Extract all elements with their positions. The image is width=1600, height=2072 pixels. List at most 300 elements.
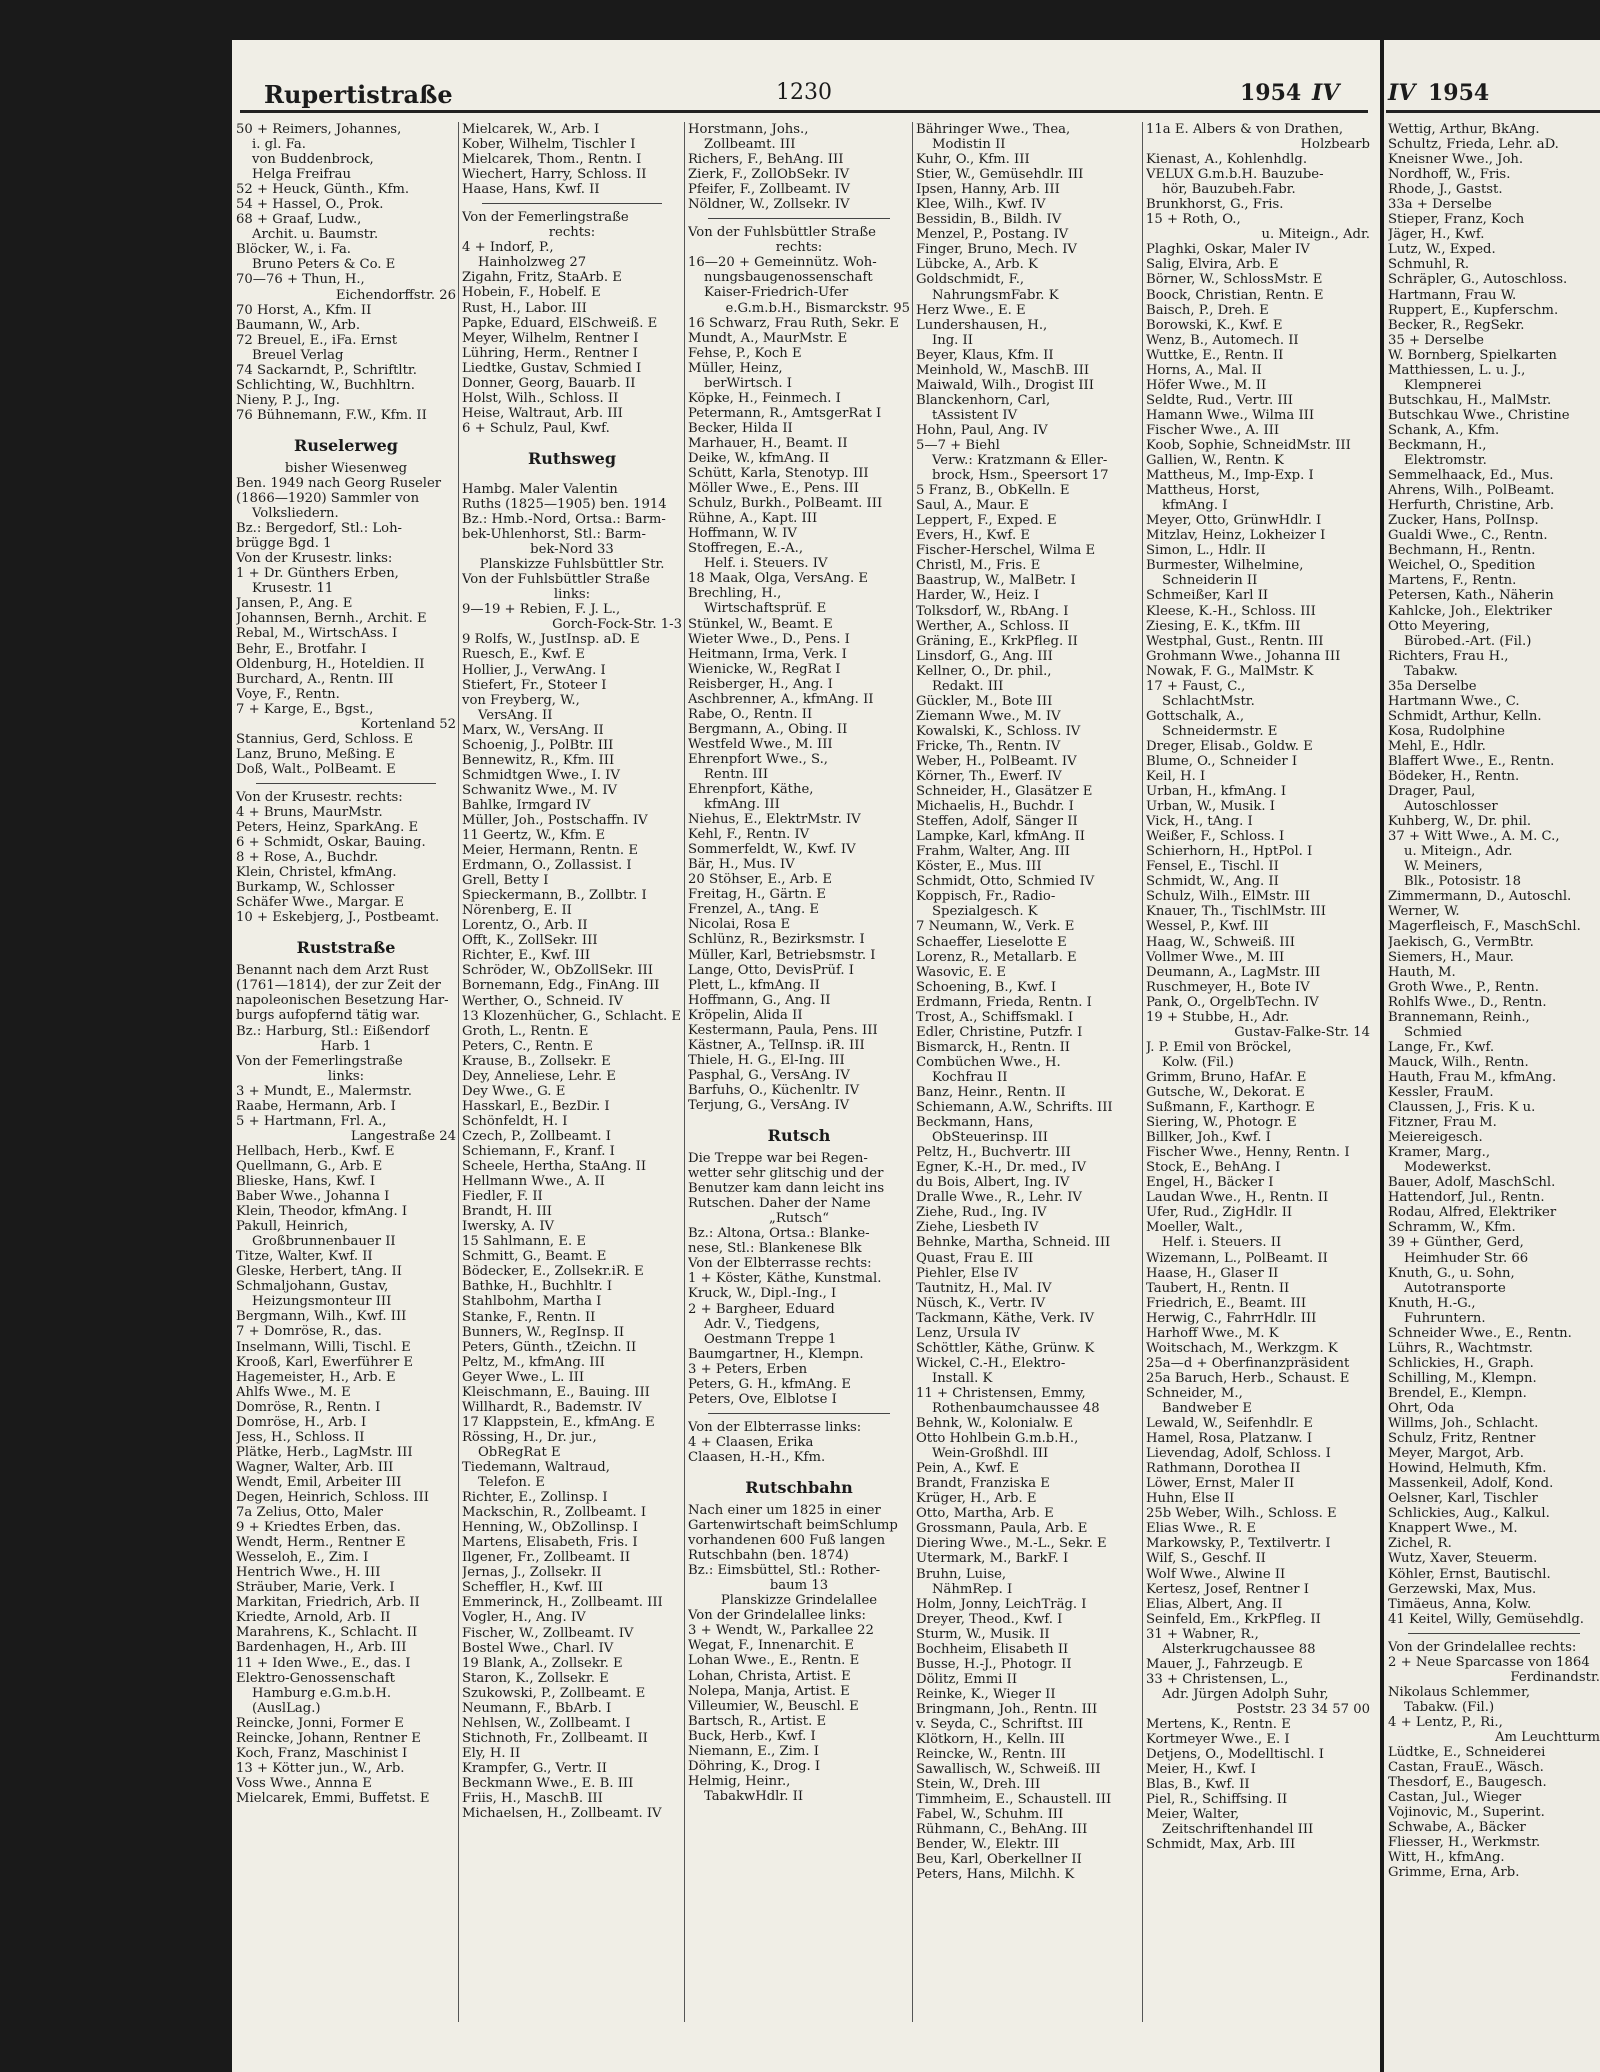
directory-entry: Scheffler, H., Kwf. III bbox=[462, 1580, 603, 1596]
entry-continuation: ObRegRat E bbox=[478, 1444, 561, 1460]
directory-entry: Schneider, M., bbox=[1146, 1385, 1243, 1401]
directory-entry: Ehrenpfort, Käthe, bbox=[688, 782, 814, 798]
directory-entry: Schlünz, R., Bezirksmstr. I bbox=[688, 932, 865, 948]
directory-entry: Kortmeyer Wwe., E. I bbox=[1146, 1732, 1290, 1748]
entry-continuation: Wein-Großhdl. III bbox=[932, 1446, 1049, 1462]
directory-entry: Schramm, W., Kfm. bbox=[1388, 1220, 1516, 1236]
directory-entry: Weber, H., PolBeamt. IV bbox=[916, 753, 1077, 769]
directory-entry: Rutschbahn (ben. 1874) bbox=[688, 1548, 849, 1564]
directory-entry: Von der Femerlingstraße bbox=[462, 210, 629, 226]
directory-entry: Ben. 1949 nach Georg Ruseler bbox=[236, 475, 442, 491]
directory-entry: 25a Baruch, Herb., Schaust. E bbox=[1146, 1370, 1350, 1386]
directory-entry: Reincke, Jonni, Former E bbox=[236, 1715, 404, 1731]
directory-entry: Peters, Hans, Milchh. K bbox=[916, 1867, 1075, 1883]
directory-entry: 11 Geertz, W., Kfm. E bbox=[462, 828, 606, 844]
directory-entry: Klein, Christel, kfmAng. bbox=[236, 865, 397, 881]
directory-entry: Kober, Wilhelm, Tischler I bbox=[462, 137, 636, 153]
directory-entry: Ziehe, Liesbeth IV bbox=[916, 1220, 1039, 1236]
directory-entry: Stoffregen, E.-A., bbox=[688, 541, 804, 557]
directory-entry: Blieske, Hans, Kwf. I bbox=[236, 1174, 376, 1189]
directory-entry: 76 Bühnemann, F.W., Kfm. II bbox=[236, 407, 427, 423]
directory-entry: Barfuhs, O., Küchenltr. IV bbox=[688, 1082, 860, 1098]
directory-entry: Lohan, Christa, Artist. E bbox=[688, 1668, 851, 1684]
directory-entry: Peters, Ove, Elblotse I bbox=[688, 1391, 837, 1407]
directory-entry: Menzel, P., Postang. IV bbox=[916, 227, 1069, 243]
directory-entry: Tackmann, Käthe, Verk. IV bbox=[916, 1310, 1094, 1326]
directory-entry: Börner, W., SchlossMstr. E bbox=[1146, 272, 1323, 288]
directory-entry: Koppisch, Fr., Radio- bbox=[916, 889, 1056, 905]
entry-continuation: Adr. Jürgen Adolph Suhr, bbox=[1162, 1686, 1329, 1702]
directory-entry: wetter sehr glitschig und der bbox=[688, 1166, 884, 1182]
directory-entry: Stier, W., Gemüsehdlr. III bbox=[916, 167, 1084, 183]
column-divider bbox=[458, 122, 459, 2022]
directory-entry: Richter, E., Kwf. III bbox=[462, 948, 591, 964]
directory-entry: Bär, H., Mus. IV bbox=[688, 857, 795, 873]
entry-continuation: Helf. i. Steuers. IV bbox=[704, 556, 828, 572]
directory-entry: Michaelsen, H., Zollbeamt. IV bbox=[462, 1806, 662, 1822]
directory-entry: 50 + Reimers, Johannes, bbox=[236, 122, 402, 137]
directory-entry: Leppert, F., Exped. E bbox=[916, 513, 1057, 529]
directory-entry: 37 + Witt Wwe., A. M. C., bbox=[1388, 829, 1560, 845]
directory-entry: Spieckermann, B., Zollbtr. I bbox=[462, 888, 647, 904]
directory-entry: Tolksdorf, W., RbAng. I bbox=[916, 603, 1069, 619]
directory-entry: Oelsner, Karl, Tischler bbox=[1388, 1491, 1538, 1507]
directory-entry: 9—19 + Rebien, F. J. L., bbox=[462, 602, 621, 618]
directory-entry: Diering Wwe., M.-L., Sekr. E bbox=[916, 1536, 1107, 1552]
directory-entry: 9 Rolfs, W., JustInsp. aD. E bbox=[462, 632, 640, 648]
directory-entry: Helmig, Heinr., bbox=[688, 1773, 791, 1789]
next-year-label: 1954 bbox=[1428, 80, 1490, 106]
directory-entry: Marhauer, H., Beamt. II bbox=[688, 435, 848, 451]
entry-note: bek-Nord 33 bbox=[530, 542, 614, 558]
directory-entry: Lorentz, O., Arb. II bbox=[462, 918, 588, 934]
directory-entry: Schwabe, A., Bäcker bbox=[1388, 1820, 1526, 1836]
directory-entry: Von der Elbterrasse rechts: bbox=[688, 1256, 872, 1272]
directory-entry: Witt, H., kfmAng. bbox=[1388, 1850, 1505, 1866]
directory-entry: 15 Sahlmann, E. E bbox=[462, 1234, 586, 1250]
directory-entry: Blöcker, W., i. Fa. bbox=[236, 242, 351, 258]
directory-entry: Laudan Wwe., H., Rentn. II bbox=[1146, 1190, 1329, 1206]
directory-entry: Rodau, Alfred, Elektriker bbox=[1388, 1205, 1557, 1221]
entry-continuation: Helf. i. Steuers. II bbox=[1162, 1235, 1282, 1251]
directory-entry: Lenz, Ursula IV bbox=[916, 1325, 1021, 1341]
entry-continuation: Kochfrau II bbox=[932, 1069, 1008, 1085]
directory-entry: Degen, Heinrich, Schloss. III bbox=[236, 1489, 429, 1505]
directory-entry: Klötkorn, H., Kelln. III bbox=[916, 1732, 1065, 1748]
entry-note: bisher Wiesenweg bbox=[284, 460, 408, 476]
directory-entry: 17 + Faust, C., bbox=[1146, 678, 1246, 694]
directory-entry: Bähringer Wwe., Thea, bbox=[916, 122, 1071, 137]
directory-entry: Schmidt, Max, Arb. III bbox=[1146, 1837, 1296, 1853]
directory-entry: Kertesz, Josef, Rentner I bbox=[1146, 1581, 1309, 1597]
entry-continuation: Helga Freifrau bbox=[252, 167, 352, 183]
directory-entry: Ruths (1825—1905) ben. 1914 bbox=[462, 496, 667, 512]
directory-entry: Nieny, P. J., Ing. bbox=[236, 392, 340, 408]
directory-entry: Fensel, E., Tischl. II bbox=[1146, 859, 1279, 875]
directory-entry: Bergmann, Wilh., Kwf. III bbox=[236, 1309, 407, 1325]
directory-entry: Vojinovic, M., Superint. bbox=[1388, 1805, 1545, 1821]
directory-entry: 35a Derselbe bbox=[1388, 678, 1477, 694]
directory-entry: Siering, W., Photogr. E bbox=[1146, 1115, 1297, 1131]
entry-continuation: Bürobed.-Art. (Fil.) bbox=[1404, 633, 1532, 649]
directory-entry: (1761—1814), der zur Zeit der bbox=[236, 978, 441, 994]
directory-entry: Wasovic, E. E bbox=[916, 964, 1007, 980]
directory-entry: Von der Elbterrasse links: bbox=[688, 1419, 862, 1435]
entry-note: rechts: bbox=[775, 240, 823, 256]
directory-entry: vorhandenen 600 Fuß langen bbox=[688, 1533, 886, 1549]
entry-continuation: Heimhuder Str. 66 bbox=[1404, 1250, 1529, 1266]
directory-entry: Nehlsen, W., Zollbeamt. I bbox=[462, 1715, 631, 1731]
directory-entry: Richter, E., Zollinsp. I bbox=[462, 1490, 608, 1506]
directory-entry: Marahrens, K., Schlacht. II bbox=[236, 1625, 418, 1641]
directory-entry: Lüdtke, E., Schneiderei bbox=[1388, 1745, 1546, 1761]
directory-entry: Rebal, M., WirtschAss. I bbox=[236, 626, 398, 642]
street-heading: Ruthsweg bbox=[527, 448, 617, 468]
directory-entry: Busse, H.-J., Photogr. II bbox=[916, 1656, 1072, 1672]
directory-entry: Otto, Martha, Arb. E bbox=[916, 1506, 1054, 1522]
directory-entry: Beckmann, H., bbox=[1388, 437, 1487, 453]
directory-entry: Von der Grindelallee links: bbox=[688, 1608, 866, 1624]
directory-entry: Reincke, Johann, Rentner E bbox=[236, 1730, 421, 1746]
directory-entry: Koob, Sophie, SchneidMstr. III bbox=[1146, 437, 1351, 453]
directory-entry: Baisch, P., Dreh. E bbox=[1146, 302, 1269, 318]
directory-entry: Tiedemann, Waltraud, bbox=[462, 1459, 610, 1475]
directory-entry: Kahlcke, Joh., Elektriker bbox=[1388, 603, 1552, 619]
directory-entry: 35 + Derselbe bbox=[1388, 332, 1484, 348]
directory-entry: Lohan Wwe., E., Rentn. E bbox=[688, 1653, 860, 1669]
directory-entry: Wenz, B., Automech. II bbox=[1146, 332, 1299, 348]
directory-entry: Schäfer Wwe., Margar. E bbox=[236, 895, 405, 911]
directory-entry: Detjens, O., Modelltischl. I bbox=[1146, 1747, 1324, 1763]
directory-entry: Kuhr, O., Kfm. III bbox=[916, 152, 1030, 168]
directory-entry: Schmuhl, R. bbox=[1388, 257, 1470, 273]
directory-entry: 10 + Eskebjerg, J., Postbeamt. bbox=[236, 910, 440, 926]
directory-entry: 11 + Iden Wwe., E., das. I bbox=[236, 1655, 411, 1671]
entry-continuation: Bruno Peters & Co. E bbox=[252, 257, 396, 273]
directory-entry: Gräning, E., KrkPfleg. II bbox=[916, 633, 1078, 649]
entry-continuation: Volksliedern. bbox=[252, 506, 339, 522]
directory-entry: Schlichting, W., Buchhltrn. bbox=[236, 377, 415, 393]
directory-entry: Frahm, Walter, Ang. III bbox=[916, 844, 1070, 860]
directory-entry: Mehl, E., Hdlr. bbox=[1388, 738, 1486, 754]
directory-entry: Wickel, C.-H., Elektro- bbox=[916, 1355, 1066, 1371]
directory-entry: Blume, O., Schneider I bbox=[1146, 753, 1298, 769]
directory-entry: Bardenhagen, H., Arb. III bbox=[236, 1640, 407, 1656]
directory-entry: 3 + Peters, Erben bbox=[688, 1361, 808, 1377]
directory-entry: Westphal, Gust., Rentn. III bbox=[1146, 633, 1324, 649]
entry-continuation: Autotransporte bbox=[1404, 1280, 1506, 1296]
directory-entry: Wagner, Walter, Arb. III bbox=[236, 1459, 394, 1475]
directory-entry: Titze, Walter, Kwf. II bbox=[236, 1249, 373, 1265]
directory-entry: Sommerfeldt, W., Kwf. IV bbox=[688, 842, 856, 858]
directory-entry: brügge Bgd. 1 bbox=[236, 536, 332, 552]
entry-note: Planskizze Grindelallee bbox=[720, 1593, 878, 1609]
entry-continuation: Tabakw. bbox=[1404, 663, 1458, 679]
directory-entry: Von der Femerlingstraße bbox=[236, 1053, 403, 1069]
directory-entry: Weichel, O., Spedition bbox=[1388, 558, 1536, 574]
entry-continuation: Autoschlosser bbox=[1404, 799, 1498, 815]
directory-entry: Bunners, W., RegInsp. II bbox=[462, 1324, 625, 1340]
directory-entry: Blanckenhorn, Carl, bbox=[916, 392, 1051, 408]
directory-entry: Döhring, K., Drog. I bbox=[688, 1758, 821, 1774]
street-header: Rupertistraße bbox=[264, 80, 453, 109]
directory-entry: Dey, Anneliese, Lehr. E bbox=[462, 1068, 616, 1084]
directory-entry: Rathmann, Dorothea II bbox=[1146, 1461, 1301, 1477]
directory-entry: Lundershausen, H., bbox=[916, 317, 1048, 333]
directory-entry: Höfer Wwe., M. II bbox=[1146, 377, 1267, 393]
entry-continuation: Rentn. III bbox=[704, 766, 769, 782]
directory-entry: Drager, Paul, bbox=[1388, 784, 1476, 800]
directory-entry: 7 Neumann, W., Verk. E bbox=[916, 919, 1075, 935]
directory-entry: Gutsche, W., Dekorat. E bbox=[1146, 1085, 1305, 1100]
directory-entry: Timmheim, E., Schaustell. III bbox=[916, 1792, 1112, 1808]
entry-continuation: Breuel Verlag bbox=[252, 347, 344, 363]
entry-continuation: i. gl. Fa. bbox=[252, 137, 306, 153]
entry-continuation: Ing. II bbox=[932, 332, 973, 348]
directory-entry: Seinfeld, Em., KrkPfleg. II bbox=[1146, 1611, 1321, 1627]
directory-entry: Hauth, M. bbox=[1388, 964, 1456, 980]
entry-continuation: Klempnerei bbox=[1404, 377, 1482, 393]
entry-continuation: Blk., Potosistr. 18 bbox=[1404, 874, 1522, 890]
directory-entry: Gualdi Wwe., C., Rentn. bbox=[1388, 528, 1548, 544]
directory-entry: Petermann, R., AmtsgerRat I bbox=[688, 405, 882, 421]
entry-continuation: NahrungsmFabr. K bbox=[932, 287, 1059, 303]
directory-entry: Harder, W., Heiz. I bbox=[916, 588, 1040, 604]
directory-entry: 6 + Schmidt, Oskar, Bauing. bbox=[236, 835, 426, 851]
directory-entry: Deumann, A., LagMstr. III bbox=[1146, 964, 1321, 980]
directory-entry: Harhoff Wwe., M. K bbox=[1146, 1325, 1279, 1341]
directory-entry: Ahrens, Wilh., PolBeamt. bbox=[1388, 483, 1555, 499]
directory-entry: Peters, Günth., tZeichn. II bbox=[462, 1339, 637, 1355]
directory-entry: Rabe, O., Rentn. II bbox=[688, 706, 813, 722]
directory-entry: Beckmann Wwe., E. B. III bbox=[462, 1775, 634, 1791]
directory-entry: Thiele, H. G., El-Ing. III bbox=[688, 1052, 845, 1068]
directory-entry: Rohlfs Wwe., D., Rentn. bbox=[1388, 994, 1547, 1010]
directory-entry: Brunkhorst, G., Fris. bbox=[1146, 197, 1284, 213]
directory-entry: Wutz, Xaver, Steuerm. bbox=[1388, 1551, 1538, 1567]
directory-entry: Mauer, J., Fahrzeugb. E bbox=[1146, 1656, 1303, 1672]
directory-entry: Schneider, H., Glasätzer E bbox=[916, 784, 1093, 800]
directory-entry: Brandt, Franziska E bbox=[916, 1476, 1050, 1492]
directory-entry: Elias, Albert, Ang. II bbox=[1146, 1596, 1283, 1612]
directory-entry: Burmester, Wilhelmine, bbox=[1146, 558, 1304, 574]
directory-entry: Kleese, K.-H., Schloss. III bbox=[1146, 603, 1316, 619]
directory-entry: Meier, Hermann, Rentn. E bbox=[462, 843, 638, 859]
entry-continuation: Hainholzweg 27 bbox=[478, 255, 587, 271]
directory-entry: Rutschen. Daher der Name bbox=[688, 1196, 871, 1212]
directory-entry: burgs aufopfernd tätig war. bbox=[236, 1008, 420, 1024]
directory-entry: 9 + Kriedtes Erben, das. bbox=[236, 1520, 401, 1536]
directory-entry: Piel, R., Schiffsing. II bbox=[1146, 1792, 1288, 1808]
directory-entry: Dreyer, Theod., Kwf. I bbox=[916, 1611, 1063, 1627]
directory-entry: Pasphal, G., VersAng. IV bbox=[688, 1067, 850, 1083]
directory-entry: Erdmann, O., Zollassist. I bbox=[462, 858, 632, 874]
directory-entry: Schmidt, W., Ang. II bbox=[1146, 874, 1279, 890]
directory-entry: Jansen, P., Ang. E bbox=[236, 596, 353, 612]
directory-entry: Schoening, B., Kwf. I bbox=[916, 979, 1057, 995]
directory-entry: 4 + Claasen, Erika bbox=[688, 1434, 814, 1450]
directory-entry: Körner, Th., Ewerf. IV bbox=[916, 769, 1062, 785]
spacer bbox=[462, 436, 682, 444]
directory-entry: Friedrich, E., Beamt. III bbox=[1146, 1295, 1307, 1311]
directory-entry: J. P. Emil von Bröckel, bbox=[1146, 1039, 1292, 1055]
directory-entry: Wessel, P., Kwf. III bbox=[1146, 919, 1269, 935]
directory-entry: Baumann, W., Arb. bbox=[236, 317, 361, 333]
directory-entry: Egner, K.-H., Dr. med., IV bbox=[916, 1160, 1087, 1176]
directory-entry: Knappert Wwe., M. bbox=[1388, 1521, 1518, 1537]
directory-entry: Pfeifer, F., Zollbeamt. IV bbox=[688, 182, 850, 198]
directory-entry: Liedtke, Gustav, Schmied I bbox=[462, 360, 642, 376]
directory-entry: Hollier, J., VerwAng. I bbox=[462, 662, 606, 678]
directory-entry: Frenzel, A., tAng. E bbox=[688, 902, 819, 918]
directory-entry: Brannemann, Reinh., bbox=[1388, 1009, 1530, 1025]
directory-entry: Stieper, Franz, Koch bbox=[1388, 212, 1525, 228]
directory-entry: Plett, L., kfmAng. II bbox=[688, 977, 820, 993]
directory-entry: Kramer, Marg., bbox=[1388, 1145, 1491, 1161]
spacer bbox=[236, 423, 456, 431]
directory-entry: 39 + Günther, Gerd, bbox=[1388, 1235, 1524, 1251]
directory-entry: napoleonischen Besetzung Har- bbox=[236, 993, 449, 1009]
directory-entry: 16—20 + Gemeinnütz. Woh- bbox=[688, 255, 877, 271]
directory-entry: Grossmann, Paula, Arb. E bbox=[916, 1521, 1088, 1537]
directory-entry: Staron, K., Zollsekr. E bbox=[462, 1670, 609, 1686]
directory-entry: Claasen, H.-H., Kfm. bbox=[688, 1449, 826, 1465]
directory-entry: Bödecker, E., Zollsekr.iR. E bbox=[462, 1264, 644, 1280]
directory-entry: Friis, H., MaschB. III bbox=[462, 1791, 603, 1807]
directory-entry: Ziehe, Rud., Ing. IV bbox=[916, 1205, 1047, 1221]
directory-entry: Matthiessen, L. u. J., bbox=[1388, 362, 1526, 378]
directory-entry: VELUX G.m.b.H. Bauzube- bbox=[1146, 167, 1324, 183]
directory-entry: Bz.: Eimsbüttel, Stl.: Rother- bbox=[688, 1563, 881, 1579]
directory-entry: Mertens, K., Rentn. E bbox=[1146, 1716, 1291, 1732]
entry-note: links: bbox=[553, 587, 591, 603]
directory-entry: Grohmann Wwe., Johanna III bbox=[1146, 648, 1341, 664]
directory-entry: Burkamp, W., Schlosser bbox=[236, 880, 395, 896]
directory-entry: Hellmann Wwe., A. II bbox=[462, 1174, 605, 1190]
directory-entry: Geyer Wwe., L. III bbox=[462, 1369, 585, 1385]
directory-entry: Holm, Jonny, LeichTräg. I bbox=[916, 1596, 1087, 1612]
directory-entry: Beu, Karl, Oberkellner II bbox=[916, 1852, 1082, 1868]
directory-entry: Wieter Wwe., D., Pens. I bbox=[688, 631, 850, 647]
entry-continuation: Holzbearb bbox=[1300, 137, 1370, 153]
directory-entry: Freitag, H., Gärtn. E bbox=[688, 887, 827, 903]
divider bbox=[708, 1413, 890, 1414]
directory-entry: Werther, O., Schneid. IV bbox=[462, 993, 624, 1009]
directory-entry: Schräpler, G., Autoschloss. bbox=[1388, 272, 1568, 288]
directory-entry: Schlickies, H., Graph. bbox=[1388, 1355, 1534, 1371]
directory-entry: Zigahn, Fritz, StaArb. E bbox=[462, 270, 622, 286]
directory-entry: Haase, Hans, Kwf. II bbox=[462, 182, 600, 198]
directory-entry: Plaghki, Oskar, Maler IV bbox=[1146, 242, 1310, 258]
entry-continuation: tAssistent IV bbox=[932, 407, 1018, 423]
directory-entry: Bochheim, Elisabeth II bbox=[916, 1641, 1069, 1657]
directory-entry: Plätke, Herb., LagMstr. III bbox=[236, 1444, 413, 1460]
directory-entry: 25a—d + Oberfinanzpräsident bbox=[1146, 1355, 1350, 1371]
entry-continuation: Spezialgesch. K bbox=[932, 904, 1038, 920]
directory-entry: Stock, E., BehAng. I bbox=[1146, 1160, 1281, 1176]
directory-entry: Lorenz, R., Metallarb. E bbox=[916, 949, 1077, 965]
directory-entry: Voye, F., Rentn. bbox=[236, 686, 340, 702]
directory-entry: Ruschmeyer, H., Bote IV bbox=[1146, 979, 1310, 995]
directory-entry: Schmidt, Otto, Schmied IV bbox=[916, 874, 1095, 890]
directory-entry: Nikolaus Schlemmer, bbox=[1388, 1684, 1531, 1700]
directory-entry: Quellmann, G., Arb. E bbox=[236, 1158, 383, 1174]
directory-entry: Hartmann, Frau W. bbox=[1388, 287, 1517, 303]
entry-continuation: Ferdinandstr. bbox=[1510, 1669, 1600, 1685]
directory-entry: Hobein, F., Hobelf. E bbox=[462, 285, 601, 301]
directory-entry: Schultz, Frieda, Lehr. aD. bbox=[1388, 137, 1559, 153]
directory-entry: Bornemann, Edg., FinAng. III bbox=[462, 978, 660, 994]
directory-entry: Edler, Christine, Putzfr. I bbox=[916, 1024, 1083, 1040]
column-6 bbox=[1388, 122, 1600, 1880]
directory-entry: Lange, Fr., Kwf. bbox=[1388, 1039, 1495, 1055]
directory-entry: Beckmann, Hans, bbox=[916, 1115, 1034, 1131]
directory-entry: Von der Krusestr. links: bbox=[236, 551, 393, 567]
entry-continuation: Schneidermstr. E bbox=[1162, 723, 1278, 739]
directory-entry: 8 + Rose, A., Buchdr. bbox=[236, 850, 379, 866]
directory-entry: 18 Maak, Olga, VersAng. E bbox=[688, 571, 868, 587]
directory-entry: Seldte, Rud., Vertr. III bbox=[1146, 392, 1294, 408]
entry-continuation: Fuhruntern. bbox=[1404, 1310, 1486, 1326]
directory-entry: Fiedler, F. II bbox=[462, 1189, 543, 1205]
directory-entry: Becker, Hilda II bbox=[688, 420, 793, 436]
entry-continuation: Adr. V., Tiedgens, bbox=[704, 1316, 820, 1332]
entry-continuation: Schmied bbox=[1404, 1024, 1462, 1040]
directory-entry: Schank, A., Kfm. bbox=[1388, 422, 1500, 438]
directory-entry: Deike, W., kfmAng. II bbox=[688, 450, 830, 466]
directory-entry: Müller, Karl, Betriebsmstr. I bbox=[688, 947, 876, 963]
directory-entry: Schiemann, A.W., Schrifts. III bbox=[916, 1100, 1113, 1116]
directory-entry: Werner, W. bbox=[1388, 904, 1460, 920]
divider bbox=[482, 203, 662, 204]
directory-entry: Benannt nach dem Arzt Rust bbox=[236, 963, 429, 979]
directory-entry: Inselmann, Willi, Tischl. E bbox=[236, 1339, 411, 1355]
directory-entry: Krooß, Karl, Ewerführer E bbox=[236, 1354, 413, 1370]
directory-entry: 54 + Hassel, O., Prok. bbox=[236, 197, 384, 213]
entry-continuation: Hamburg e.G.m.b.H. bbox=[252, 1685, 392, 1701]
directory-entry: Castan, FrauE., Wäsch. bbox=[1388, 1760, 1544, 1776]
directory-entry: Baber Wwe., Johanna I bbox=[236, 1189, 390, 1205]
directory-entry: Gallien, W., Rentn. K bbox=[1146, 453, 1284, 469]
directory-entry: 15 + Roth, O., bbox=[1146, 212, 1241, 228]
directory-entry: Richers, F., BehAng. III bbox=[688, 152, 844, 168]
directory-entry: Rühmann, C., BehAng. III bbox=[916, 1822, 1088, 1838]
directory-entry: Donner, Georg, Bauarb. II bbox=[462, 375, 636, 391]
directory-entry: 13 + Kötter jun., W., Arb. bbox=[236, 1760, 405, 1776]
directory-entry: Peltz, M., kfmAng. III bbox=[462, 1354, 605, 1370]
directory-entry: Herfurth, Christine, Arb. bbox=[1388, 498, 1554, 514]
directory-entry: Horns, A., Mal. II bbox=[1146, 362, 1262, 378]
directory-entry: Elias Wwe., R. E bbox=[1146, 1521, 1257, 1537]
directory-entry: Gleske, Herbert, tAng. II bbox=[236, 1264, 402, 1280]
directory-entry: Evers, H., Kwf. E bbox=[916, 528, 1030, 544]
street-heading: Rutschbahn bbox=[745, 1477, 853, 1497]
directory-entry: Jaekisch, G., VermBtr. bbox=[1388, 934, 1534, 950]
directory-entry: Sturm, W., Musik. II bbox=[916, 1626, 1050, 1642]
directory-entry: 2 + Neue Sparcasse von 1864 bbox=[1388, 1654, 1590, 1670]
directory-entry: Bennewitz, R., Kfm. III bbox=[462, 752, 615, 768]
directory-entry: Groth Wwe., P., Rentn. bbox=[1388, 979, 1539, 995]
year-label: 1954 bbox=[1240, 80, 1302, 106]
directory-entry: Reisberger, H., Ang. I bbox=[688, 676, 833, 692]
directory-entry: Ohrt, Oda bbox=[1388, 1400, 1455, 1416]
directory-entry: 4 + Lentz, P., Ri., bbox=[1388, 1714, 1503, 1730]
spacer bbox=[688, 1113, 910, 1121]
column-divider bbox=[684, 122, 685, 2022]
directory-entry: 68 + Graaf, Ludw., bbox=[236, 212, 362, 228]
entry-continuation: Tabakw. (Fil.) bbox=[1404, 1699, 1495, 1715]
directory-entry: Bergmann, A., Obing. II bbox=[688, 721, 848, 737]
